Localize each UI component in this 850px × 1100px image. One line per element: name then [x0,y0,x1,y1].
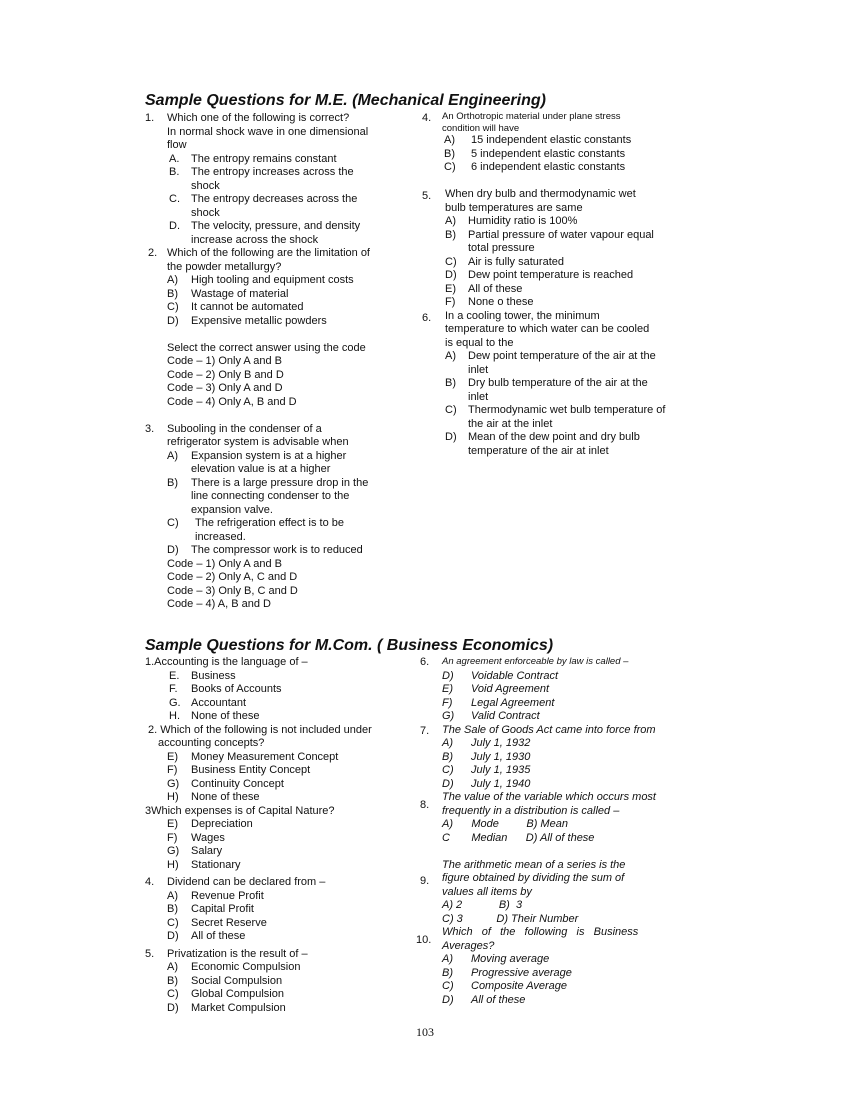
option: A) Expansion system is at a higher elevation value is at a higher [167,449,347,475]
option: D) All of these [167,930,246,942]
option: A) Dew point temperature of the air at the inlet [445,350,656,376]
me-question-4: 4. An Orthotropic material under plane stress condition will have A) 15 independent elastic constants B) 5 independent elastic constants C) 6 independent elastic constants [422,111,682,175]
code-option: Code – 1) Only A and B [167,355,282,367]
option: F. Books of Accounts [169,683,282,695]
me-question-1: 1. Which one of the following is correct? In normal shock wave in one dimensional flow A. The entropy remains constant B. The entropy increases across the shock C. The entropy decreases across the shock D. The velocity, pressure, and density increase across the shock [145,112,395,247]
me-question-2: 2. Which of the following are the limitation of the powder metallurgy? A) High tooling and equipment costs B) Wastage of material C) It cannot be automated D) Expensive metallic powders Select the correct answer using the code Code – 1) Only A and B Code – 2) Only B and D Code – 3) Only A and D Code – 4) Only A, B and D [145,247,395,409]
option: D) Mean of the dew point and dry bulb temperature of the air at inlet [445,431,640,457]
me-right-column [422,111,682,458]
mcom-right-column [416,656,680,1007]
me-question-3: 3. Subooling in the condenser of a refrigerator system is advisable when A) Expansion system is at a higher elevation value is at a higher B) There is a large pressure drop in the line connecting condenser to the expansion valve. C) The refrigeration effect is to be increased. D) The compressor work is to reduced Code – 1) Only A and B Code – 2) Only A, C and D Code – 3) Only B, C and D Code – 4) A, B and D [145,423,395,612]
option: B) Progressive average [442,966,572,979]
option: D) Voidable Contract [442,669,559,682]
option: H. None of these [169,710,260,722]
me-question-6: 6. In a cooling tower, the minimum temperature to which water can be cooled is equal to the A) Dew point temperature of the air at the inlet B) Dry bulb temperature of the air at the inlet C) Thermodynamic wet bulb temperature of the air at the inlet D) Mean of the dew point and dry bulb temperature of the air at inlet [422,310,682,459]
mcom-question-9: 9. The arithmetic mean of a series is the figure obtained by dividing the sum of values all items by A) 2 B) 3 C) 3 D) Their Number [420,859,680,927]
options-row: C Median D) All of these [442,831,595,844]
me-section-heading: Sample Questions for M.E. (Mechanical Engineering) [145,92,546,109]
select-instruction: Select the correct answer using the code [167,341,366,354]
option: C. The entropy decreases across the shock [169,193,358,219]
code-option: Code – 3) Only B, C and D [167,584,298,597]
option: B) Wastage of material [167,287,289,300]
me-left-column [145,112,395,612]
code-option: Code – 2) Only A, C and D [167,571,298,583]
option: C) Thermodynamic wet bulb temperature of the air at the inlet [445,404,666,430]
code-option: Code – 1) Only A and B [167,557,282,570]
page-number: 103 [416,1025,434,1039]
option: D. The velocity, pressure, and density increase across the shock [169,220,361,246]
mcom-section-heading: Sample Questions for M.Com. ( Business Economics) [145,637,554,654]
mcom-question-4: 4. Dividend can be declared from – A) Revenue Profit B) Capital Profit C) Secret Reserve D) All of these [145,876,405,944]
option: B) Capital Profit [167,903,254,915]
option: D) All of these [442,993,526,1006]
option: A) Moving average [442,953,550,965]
option: A) Economic Compulsion [167,961,301,973]
mcom-question-7: 7. The Sale of Goods Act came into force from A) July 1, 1932 B) July 1, 1930 C) July 1, 1935 D) July 1, 1940 [420,724,680,792]
option: F) Business Entity Concept [167,764,311,776]
option: D) Expensive metallic powders [167,314,327,327]
option: C) Composite Average [442,980,567,992]
option: B) 5 independent elastic constants [444,147,626,160]
option: C) Global Compulsion [167,988,284,1000]
options-row: C) 3 D) Their Number [442,912,579,925]
option: E. Business [169,669,236,682]
mcom-question-6: 6. An agreement enforceable by law is called – D) Voidable Contract E) Void Agreement F) Legal Agreement G) Valid Contract [420,656,680,724]
mcom-question-8: 8. The value of the variable which occurs most frequently in a distribution is called – A) Mode B) Mean C Median D) All of these [420,791,680,845]
me-question-5: 5. When dry bulb and thermodynamic wet bulb temperatures are same A) Humidity ratio is 100% B) Partial pressure of water vapour equal total pressure C) Air is fully saturated D) Dew point temperature is reached E) All of these F) None o these [422,188,682,310]
mcom-question-3: 3Which expenses is of Capital Nature? E) Depreciation F) Wages G) Salary H) Stationary [145,805,405,873]
option: A) 15 independent elastic constants [444,134,632,146]
option: F) None o these [445,296,534,308]
option: D) Market Compulsion [167,1001,286,1014]
option: C) 6 independent elastic constants [444,161,626,173]
option: G. Accountant [169,696,247,709]
options-row: A) Mode B) Mean [442,818,568,830]
option: E) Depreciation [167,818,253,830]
option: A) Humidity ratio is 100% [445,215,578,227]
option: E) Void Agreement [442,683,550,695]
option: D) Dew point temperature is reached [445,269,634,281]
option: B) Partial pressure of water vapour equal total pressure [445,228,654,254]
mcom-question-5: 5. Privatization is the result of – A) Economic Compulsion B) Social Compulsion C) Global Compulsion D) Market Compulsion [145,948,405,1016]
option: C) Air is fully saturated [445,255,564,268]
code-option: Code – 4) A, B and D [167,598,271,610]
option: H) None of these [167,791,260,803]
option: C) Secret Reserve [167,916,267,929]
option: B. The entropy increases across the shock [169,166,354,192]
option: C) July 1, 1935 [442,764,531,776]
mcom-question-10: 10. Which of the following is Business Averages? A) Moving average B) Progressive average C) Composite Average D) All of these [420,926,680,1007]
option: B) There is a large pressure drop in the line connecting condenser to the expansion valve. [167,476,369,516]
mcom-left-column [145,656,405,1015]
option: C) It cannot be automated [167,301,304,313]
option: B) Dry bulb temperature of the air at the inlet [445,377,648,403]
option: E) All of these [445,282,523,295]
option: D) The compressor work is to reduced [167,544,363,556]
option: G) Salary [167,845,223,857]
option: B) Social Compulsion [167,974,283,987]
code-option: Code – 4) Only A, B and D [167,395,297,408]
option: G) Valid Contract [442,710,540,722]
option: F) Wages [167,831,225,844]
option: A) High tooling and equipment costs [167,274,354,286]
option: A. The entropy remains constant [169,152,337,165]
option: E) Money Measurement Concept [167,750,339,763]
option: F) Legal Agreement [442,696,555,709]
option: A) July 1, 1932 [442,737,531,749]
option: G) Continuity Concept [167,777,284,790]
option: A) Revenue Profit [167,889,264,902]
code-option: Code – 3) Only A and D [167,382,283,394]
option: D) July 1, 1940 [442,777,531,790]
option: C) The refrigeration effect is to be increased. [167,517,344,543]
option: H) Stationary [167,858,241,871]
options-row: A) 2 B) 3 [442,899,523,911]
code-option: Code – 2) Only B and D [167,368,284,381]
mcom-question-2: 2. Which of the following is not included under accounting concepts? E) Money Measurement Concept F) Business Entity Concept G) Continuity Concept H) None of these [145,724,405,805]
mcom-question-1: 1.Accounting is the language of – E. Business F. Books of Accounts G. Accountant H. None of these [145,656,405,724]
option: B) July 1, 1930 [442,750,531,763]
